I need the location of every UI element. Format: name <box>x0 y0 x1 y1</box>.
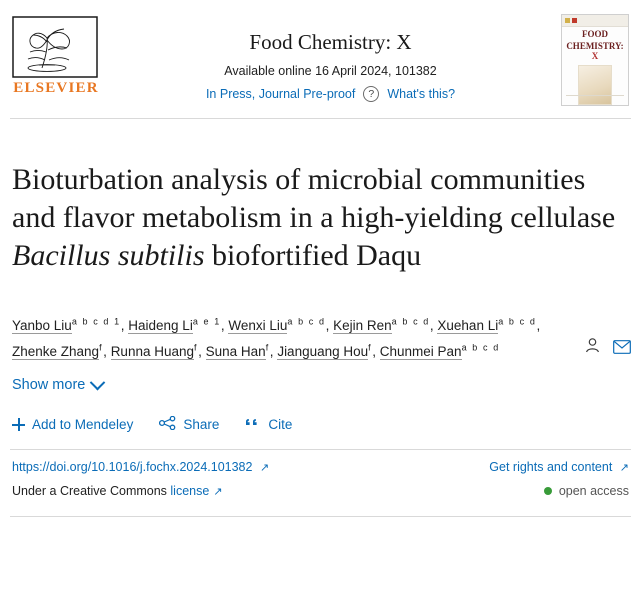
author-affiliation: a b c d <box>498 316 537 327</box>
author-name[interactable]: Yanbo Liu <box>12 317 72 333</box>
author-name[interactable]: Haideng Li <box>128 317 193 333</box>
show-more-button[interactable] <box>0 365 115 393</box>
author-name[interactable]: Xuehan Li <box>437 317 499 333</box>
license-link[interactable]: license <box>170 484 210 499</box>
author-separator: , <box>103 343 111 359</box>
author-affiliation: a b c d <box>391 316 430 327</box>
article-actions <box>0 394 641 433</box>
add-to-mendeley-label: Add to Mendeley <box>32 417 134 433</box>
article-title-italic: Bacillus subtilis <box>12 238 205 272</box>
header-divider <box>10 118 631 119</box>
author-separator: , <box>372 343 380 359</box>
get-rights-label: Get rights and content <box>489 460 613 475</box>
author-list <box>0 295 641 366</box>
author-name[interactable]: Runna Huang <box>110 343 195 359</box>
author-affiliation: a b c d <box>461 342 500 353</box>
author-name[interactable]: Kejin Ren <box>333 317 392 333</box>
author-affiliation: f <box>368 342 373 353</box>
elsevier-tree-icon <box>12 16 98 78</box>
chevron-down-icon <box>90 375 106 391</box>
journal-info <box>100 10 561 102</box>
publication-header <box>0 0 641 118</box>
license-row <box>0 474 641 498</box>
author-separator: , <box>220 317 229 333</box>
author-item[interactable] <box>228 318 325 333</box>
quote-icon <box>245 417 261 433</box>
author-name[interactable]: Zhenke Zhang <box>12 343 100 359</box>
open-access-badge <box>544 484 629 498</box>
license-text-wrap <box>12 484 223 498</box>
share-icon <box>159 416 176 433</box>
cover-dot-icon <box>565 18 570 23</box>
external-link-icon: ↗ <box>213 486 223 499</box>
get-rights-button[interactable] <box>489 460 629 474</box>
author-affiliation: f <box>265 342 270 353</box>
doi-link-wrap[interactable] <box>12 460 269 474</box>
doi-row <box>0 450 641 474</box>
author-item[interactable] <box>111 344 198 359</box>
author-affiliation: f <box>99 342 104 353</box>
author-item[interactable] <box>437 318 536 333</box>
share-button[interactable] <box>159 416 219 433</box>
author-item[interactable] <box>12 344 103 359</box>
question-mark-icon[interactable]: ? <box>363 86 379 102</box>
open-access-label: open access <box>558 484 629 499</box>
doi-link[interactable]: https://doi.org/10.1016/j.fochx.2024.101382 <box>12 460 253 475</box>
cover-title-x: X <box>591 50 599 61</box>
email-icon[interactable] <box>613 337 631 363</box>
author-affiliation: a b c d <box>287 316 326 327</box>
show-more-label: Show more <box>12 377 86 394</box>
press-status-row <box>100 86 561 102</box>
journal-cover-thumbnail[interactable] <box>561 14 629 106</box>
author-name[interactable]: Suna Han <box>205 343 266 359</box>
author-affiliation: f <box>194 342 199 353</box>
external-link-icon: ↗ <box>259 462 270 475</box>
cite-label: Cite <box>268 417 293 433</box>
availability-text: Available online 16 April 2024, 101382 <box>224 64 437 79</box>
cover-footer-line <box>566 95 624 102</box>
whats-this-link[interactable]: What's this? <box>387 87 456 102</box>
external-link-icon: ↗ <box>619 462 629 475</box>
author-separator: , <box>325 317 334 333</box>
author-item[interactable] <box>333 318 430 333</box>
author-separator: , <box>536 317 541 333</box>
license-prefix: Under a Creative Commons <box>12 484 171 499</box>
press-status-link[interactable]: In Press, Journal Pre-proof <box>205 87 356 102</box>
author-item[interactable] <box>12 318 121 333</box>
author-separator: , <box>429 317 438 333</box>
author-item[interactable] <box>128 318 221 333</box>
footer-divider <box>10 516 631 517</box>
page-title <box>0 139 641 274</box>
article-title-part1: Bioturbation analysis of microbial communities and flavor metabolism in a high-yielding cellulase <box>12 163 616 234</box>
author-affiliation: a b c d 1 <box>71 316 121 327</box>
author-separator: , <box>198 343 206 359</box>
add-to-mendeley-button[interactable] <box>12 417 133 432</box>
cover-title-line1: FOOD <box>582 29 608 39</box>
cover-title-line2 <box>562 39 628 61</box>
open-access-dot-icon <box>544 487 552 495</box>
elsevier-logo[interactable] <box>12 10 100 97</box>
cite-button[interactable] <box>245 417 292 433</box>
journal-title: Food Chemistry: X <box>249 30 412 54</box>
author-actions <box>584 337 631 363</box>
author-name[interactable]: Jianguang Hou <box>277 343 369 359</box>
author-item[interactable] <box>206 344 270 359</box>
plus-icon <box>12 418 25 431</box>
share-label: Share <box>183 417 220 433</box>
cover-title-text: CHEMISTRY: <box>566 41 624 52</box>
author-item[interactable] <box>380 344 500 359</box>
article-title-part2: biofortified Daqu <box>204 238 422 272</box>
author-separator: , <box>269 343 278 359</box>
author-separator: , <box>120 317 129 333</box>
author-name[interactable]: Chunmei Pan <box>379 343 462 359</box>
author-item[interactable] <box>277 344 372 359</box>
author-profile-icon[interactable] <box>584 337 601 363</box>
author-name[interactable]: Wenxi Liu <box>228 317 288 333</box>
author-affiliation: a e 1 <box>192 316 221 327</box>
cover-dot-icon <box>572 18 577 23</box>
elsevier-wordmark: ELSEVIER <box>13 80 99 96</box>
cover-header-bar <box>562 15 628 27</box>
